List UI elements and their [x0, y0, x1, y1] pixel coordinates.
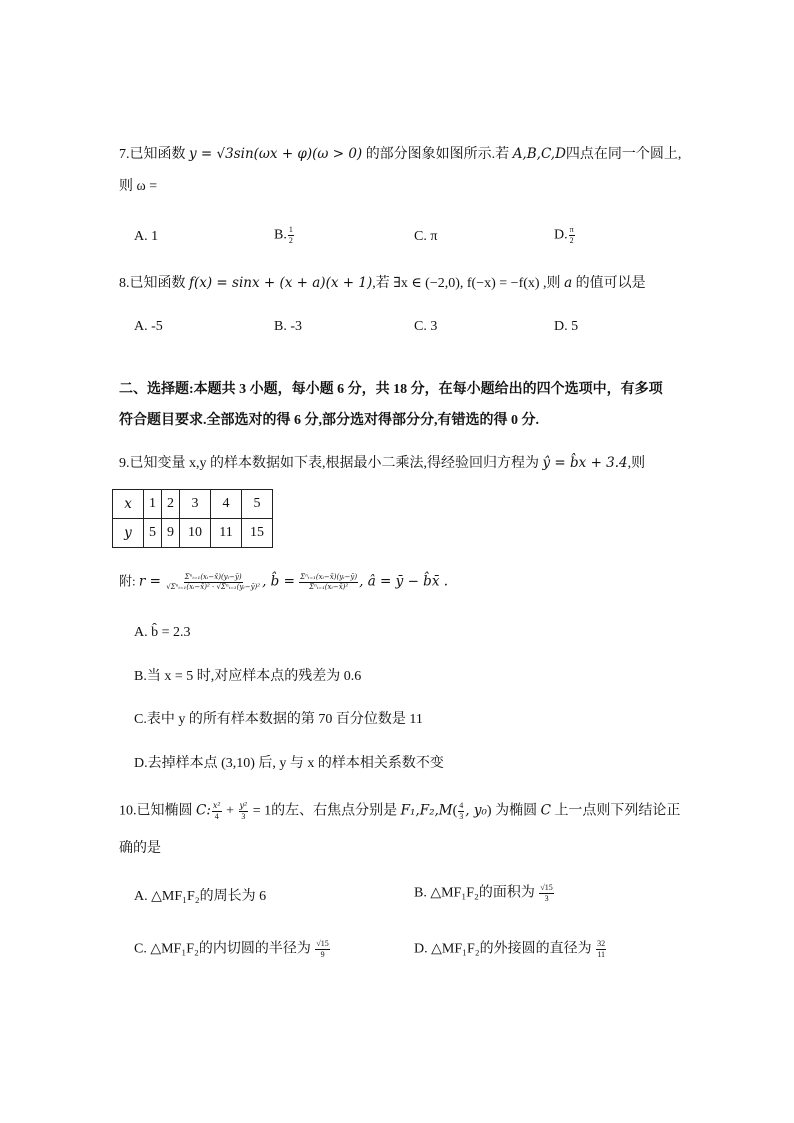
q10-text-a: 已知椭圆: [136, 803, 193, 819]
q10-text-d: 上一点则下列结论正: [554, 803, 681, 819]
m-x-fraction: [458, 802, 464, 821]
q10-option-b-text: B. △MF₁F₂的面积为: [414, 885, 535, 901]
frac-numerator: 4: [459, 801, 464, 810]
q10-option-c-text: C. △MF₁F₂的内切圆的半径为: [134, 941, 311, 957]
q7-points: A,B,C,D: [512, 146, 566, 162]
q10-option-d-text: D. △MF₁F₂的外接圆的直径为: [414, 941, 592, 957]
q8-option-a: A. -5: [134, 319, 163, 334]
q9-formula: ŷ = b̂x + 3.4: [542, 455, 628, 471]
q7-option-b-fraction: [288, 226, 294, 245]
q8-formula: f(x) = sinx + (x + a)(x + 1): [189, 275, 373, 291]
table-cell: 9: [162, 519, 180, 548]
q10-option-d-fraction: [596, 940, 606, 959]
frac-denominator: 3: [459, 812, 464, 821]
frac-numerator: y²: [239, 801, 248, 810]
q7-number: 7.: [119, 147, 130, 162]
frac-numerator: √15: [316, 939, 329, 948]
q10-number: 10.: [119, 803, 137, 819]
q8-var: a: [564, 275, 573, 291]
q7-option-d-fraction: [569, 226, 575, 245]
ellipse-y-term: [239, 802, 249, 821]
table-row-y: [113, 519, 273, 548]
table-cell: 4: [211, 490, 242, 519]
m-label: M: [438, 802, 453, 819]
q7-text-c: 四点在同一个圆上,: [565, 147, 682, 162]
q10-option-c-fraction: [315, 940, 329, 959]
q7-text-b: 的部分图象如图所示.若: [365, 147, 510, 162]
q8-text-b: ,若 ∃x ∈ (−2,0), f(−x) = −f(x) ,则: [372, 276, 561, 291]
q9-text-end: ,则: [627, 456, 646, 471]
frac-numerator: π: [569, 225, 574, 234]
q8-option-d: D. 5: [554, 319, 579, 334]
q9-number: 9.: [119, 456, 130, 471]
q9-option-c: C.表中 y 的所有样本数据的第 70 百分位数是 11: [134, 712, 423, 727]
frac-denominator: 2: [288, 236, 293, 245]
q8-line1: [119, 277, 646, 291]
frac-denominator: 2: [569, 236, 574, 245]
q8-option-c: C. 3: [414, 319, 438, 334]
frac-denominator: 4: [214, 812, 219, 821]
sample-data-table: [112, 489, 273, 548]
q7-option-d: [554, 226, 576, 245]
ellipse-c: C:: [196, 802, 211, 819]
frac-numerator: √15: [540, 883, 553, 892]
q7-option-b: [274, 226, 295, 245]
frac-denominator: 9: [320, 950, 325, 959]
table-cell: 10: [180, 519, 211, 548]
foci: F₁,F₂,: [400, 802, 439, 819]
frac-denominator: 3: [241, 812, 246, 821]
table-cell: 3: [180, 490, 211, 519]
c-var: C: [540, 802, 551, 819]
q10-line2: 确的是: [119, 841, 161, 856]
q9-appendix: [119, 574, 448, 591]
b-lhs: , b̂ =: [262, 573, 295, 590]
q10-option-a: A. △MF₁F₂的周长为 6: [134, 889, 267, 904]
q10-option-b-fraction: [539, 884, 553, 903]
frac-denominator: Σⁿᵢ₌₁(xᵢ−x̄)²: [309, 583, 349, 591]
table-header-x: x: [113, 490, 144, 519]
q7-option-d-label: D.: [554, 227, 568, 243]
table-header-y: y: [113, 519, 144, 548]
q10-option-b: [414, 884, 555, 903]
frac-denominator: √Σⁿᵢ₌₁(xᵢ−x̄)² · √Σⁿᵢ₌₁(yᵢ−ȳ)²: [166, 583, 261, 591]
appendix-label: 附:: [119, 573, 136, 589]
table-cell: 1: [144, 490, 162, 519]
q10-text-b: 的左、右焦点分别是: [271, 803, 398, 819]
q10-option-c: [134, 940, 331, 959]
table-cell: 15: [242, 519, 273, 548]
m-y: , y₀: [465, 802, 487, 819]
q7-text-a: 已知函数: [129, 147, 186, 162]
r-lhs: r =: [138, 573, 161, 590]
q7-line1: [119, 148, 681, 162]
q7-formula: y = √3sin(ωx + φ)(ω > 0): [189, 146, 363, 162]
q7-line2: 则 ω =: [119, 179, 158, 194]
q9-text: 已知变量 x,y 的样本数据如下表,根据最小二乘法,得经验回归方程为: [129, 456, 539, 471]
frac-denominator: 3: [544, 894, 549, 903]
q7-option-a: A. 1: [134, 229, 159, 244]
section2-line2: 符合题目要求.全部选对的得 6 分,部分选对得部分分,有错选的得 0 分.: [119, 413, 539, 428]
q9-option-d: D.去掉样本点 (3,10) 后, y 与 x 的样本相关系数不变: [134, 756, 444, 771]
q10-text-c: 为椭圆: [495, 803, 538, 819]
q9-line1: [119, 457, 645, 471]
frac-numerator: x²: [212, 801, 221, 810]
q9-option-b: B.当 x = 5 时,对应样本点的残差为 0.6: [134, 669, 362, 684]
q10-line1: 10.已知椭圆 C: $\frac{\text{x²}}{4}$ + $\frac{\text{y²}}{3}$ = 1的左、右焦点分别是 F₁,F₂,M( $\frac{4}{3}$ , y₀) 为椭圆 C 上一点则下列结论正: [119, 801, 681, 821]
q10-option-d: [414, 940, 607, 959]
ellipse-eq: = 1: [252, 803, 272, 819]
q8-text-a: 已知函数: [129, 276, 186, 291]
ellipse-x-term: [212, 802, 222, 821]
q7-option-c: C. π: [414, 229, 438, 244]
q8-option-b: B. -3: [274, 319, 302, 334]
table-cell: 11: [211, 519, 242, 548]
frac-numerator: 1: [288, 225, 293, 234]
frac-numerator: Σⁿᵢ₌₁(xᵢ−x̄)(yᵢ−ȳ): [184, 573, 242, 581]
q7-option-b-label: B.: [274, 227, 287, 243]
frac-numerator: 32: [597, 939, 606, 948]
table-cell: 2: [162, 490, 180, 519]
table-cell: 5: [242, 490, 273, 519]
r-fraction: [165, 574, 261, 591]
plus-sign: +: [226, 803, 235, 819]
section2-line1: 二、选择题:本题共 3 小题，每小题 6 分，共 18 分，在每小题给出的四个选项中，有多项: [119, 382, 663, 397]
table-cell: 5: [144, 519, 162, 548]
q8-number: 8.: [119, 276, 130, 291]
frac-denominator: 11: [597, 950, 606, 959]
a-formula: , â = ȳ − b̂x̄ .: [359, 573, 449, 590]
q8-text-c: 的值可以是: [575, 276, 646, 291]
q9-option-a: A. b̂ = 2.3: [134, 625, 191, 640]
frac-numerator: Σⁿᵢ₌₁(xᵢ−x̄)(yᵢ−ȳ): [300, 573, 358, 581]
table-row-x: [113, 490, 273, 519]
b-fraction: [299, 574, 358, 591]
